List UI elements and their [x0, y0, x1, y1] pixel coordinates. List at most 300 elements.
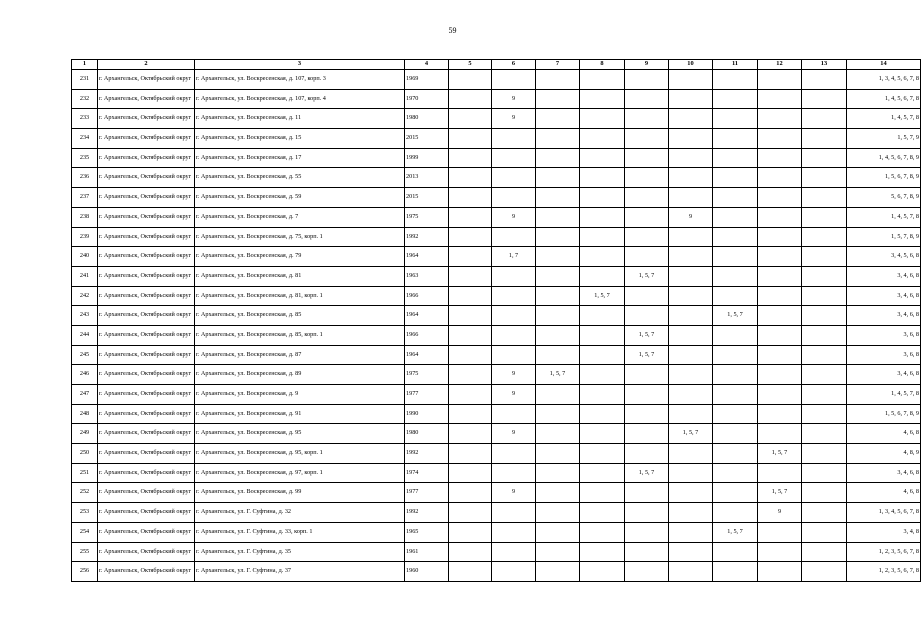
year-cell: 1964 — [405, 306, 449, 326]
col6-cell: 9 — [492, 89, 536, 109]
district-cell: г. Архангельск, Октябрьский округ — [98, 70, 195, 90]
col8-cell — [580, 325, 625, 345]
col10-cell — [669, 188, 713, 208]
col11-cell — [713, 168, 758, 188]
col5-cell — [449, 404, 492, 424]
col8-cell — [580, 424, 625, 444]
col9-cell — [625, 207, 669, 227]
address-cell: г. Архангельск, ул. Воскресенская, д. 85 — [195, 306, 405, 326]
col8-cell — [580, 385, 625, 405]
col14-cell: 3, 4, 5, 6, 8 — [847, 247, 921, 267]
column-header: 9 — [625, 60, 669, 70]
col5-cell — [449, 542, 492, 562]
table-row — [72, 227, 921, 247]
col7-cell — [536, 129, 580, 149]
col12-cell — [758, 562, 802, 582]
col12-cell — [758, 325, 802, 345]
row-number-cell: 246 — [72, 365, 98, 385]
col5-cell — [449, 483, 492, 503]
col11-cell — [713, 483, 758, 503]
column-header: 11 — [713, 60, 758, 70]
col14-cell: 3, 4, 6, 8 — [847, 266, 921, 286]
col12-cell: 1, 5, 7 — [758, 483, 802, 503]
col8-cell — [580, 483, 625, 503]
col12-cell — [758, 109, 802, 129]
col13-cell — [802, 345, 847, 365]
col12-cell: 1, 5, 7 — [758, 444, 802, 464]
col11-cell — [713, 385, 758, 405]
address-cell: г. Архангельск, ул. Воскресенская, д. 17 — [195, 148, 405, 168]
column-header: 1 — [72, 60, 98, 70]
row-number-cell: 243 — [72, 306, 98, 326]
address-cell: г. Архангельск, ул. Воскресенская, д. 7 — [195, 207, 405, 227]
table-row — [72, 266, 921, 286]
col8-cell — [580, 444, 625, 464]
table-row — [72, 148, 921, 168]
col13-cell — [802, 562, 847, 582]
col8-cell — [580, 562, 625, 582]
col10-cell — [669, 463, 713, 483]
table-body — [72, 70, 921, 582]
col7-cell — [536, 266, 580, 286]
col8-cell — [580, 306, 625, 326]
col13-cell — [802, 70, 847, 90]
col13-cell — [802, 188, 847, 208]
col6-cell — [492, 503, 536, 523]
col7-cell — [536, 227, 580, 247]
col9-cell — [625, 168, 669, 188]
address-cell: г. Архангельск, ул. Г. Суфтина, д. 35 — [195, 542, 405, 562]
col10-cell — [669, 70, 713, 90]
year-cell: 1969 — [405, 70, 449, 90]
col8-cell — [580, 188, 625, 208]
col6-cell: 9 — [492, 385, 536, 405]
table-row — [72, 444, 921, 464]
year-cell: 1977 — [405, 483, 449, 503]
district-cell: г. Архангельск, Октябрьский округ — [98, 562, 195, 582]
col6-cell: 1, 7 — [492, 247, 536, 267]
col7-cell — [536, 148, 580, 168]
col10-cell — [669, 306, 713, 326]
address-cell: г. Архангельск, ул. Воскресенская, д. 107, корп. 4 — [195, 89, 405, 109]
col12-cell — [758, 345, 802, 365]
col12-cell — [758, 188, 802, 208]
col11-cell — [713, 247, 758, 267]
col13-cell — [802, 89, 847, 109]
col13-cell — [802, 483, 847, 503]
col13-cell — [802, 109, 847, 129]
col9-cell — [625, 89, 669, 109]
col14-cell: 1, 4, 5, 7, 8 — [847, 109, 921, 129]
district-cell: г. Архангельск, Октябрьский округ — [98, 365, 195, 385]
column-header: 12 — [758, 60, 802, 70]
col7-cell — [536, 404, 580, 424]
col10-cell — [669, 483, 713, 503]
col6-cell — [492, 404, 536, 424]
col6-cell: 9 — [492, 424, 536, 444]
col10-cell — [669, 129, 713, 149]
row-number-cell: 239 — [72, 227, 98, 247]
col8-cell — [580, 542, 625, 562]
row-number-cell: 242 — [72, 286, 98, 306]
year-cell: 1980 — [405, 424, 449, 444]
col13-cell — [802, 385, 847, 405]
col14-cell: 1, 5, 7, 9 — [847, 129, 921, 149]
col8-cell: 1, 5, 7 — [580, 286, 625, 306]
col14-cell: 3, 6, 8 — [847, 345, 921, 365]
col11-cell — [713, 463, 758, 483]
district-cell: г. Архангельск, Октябрьский округ — [98, 444, 195, 464]
address-cell: г. Архангельск, ул. Воскресенская, д. 81 — [195, 266, 405, 286]
row-number-cell: 252 — [72, 483, 98, 503]
row-number-cell: 241 — [72, 266, 98, 286]
col7-cell — [536, 444, 580, 464]
col6-cell — [492, 542, 536, 562]
col13-cell — [802, 503, 847, 523]
col14-cell: 1, 4, 5, 7, 8 — [847, 385, 921, 405]
col12-cell — [758, 247, 802, 267]
col6-cell: 9 — [492, 207, 536, 227]
column-header: 7 — [536, 60, 580, 70]
year-cell: 1992 — [405, 444, 449, 464]
col5-cell — [449, 286, 492, 306]
district-cell: г. Архангельск, Октябрьский округ — [98, 522, 195, 542]
address-cell: г. Архангельск, ул. Воскресенская, д. 91 — [195, 404, 405, 424]
col7-cell — [536, 424, 580, 444]
col10-cell — [669, 247, 713, 267]
col13-cell — [802, 404, 847, 424]
col10-cell — [669, 266, 713, 286]
address-cell: г. Архангельск, ул. Воскресенская, д. 55 — [195, 168, 405, 188]
table-row — [72, 404, 921, 424]
address-cell: г. Архангельск, ул. Воскресенская, д. 85, корп. 1 — [195, 325, 405, 345]
table-row — [72, 483, 921, 503]
year-cell: 1980 — [405, 109, 449, 129]
col14-cell: 1, 2, 3, 5, 6, 7, 8 — [847, 542, 921, 562]
col7-cell — [536, 345, 580, 365]
table-row — [72, 188, 921, 208]
col9-cell — [625, 444, 669, 464]
col8-cell — [580, 247, 625, 267]
address-cell: г. Архангельск, ул. Воскресенская, д. 79 — [195, 247, 405, 267]
table-row — [72, 168, 921, 188]
district-cell: г. Архангельск, Октябрьский округ — [98, 325, 195, 345]
district-cell: г. Архангельск, Октябрьский округ — [98, 89, 195, 109]
col11-cell — [713, 325, 758, 345]
table-row — [72, 306, 921, 326]
col10-cell — [669, 286, 713, 306]
col6-cell — [492, 148, 536, 168]
col9-cell: 1, 5, 7 — [625, 463, 669, 483]
year-cell: 1992 — [405, 227, 449, 247]
col12-cell — [758, 424, 802, 444]
col9-cell — [625, 483, 669, 503]
col10-cell — [669, 385, 713, 405]
row-number-cell: 233 — [72, 109, 98, 129]
col6-cell — [492, 286, 536, 306]
col14-cell: 4, 8, 9 — [847, 444, 921, 464]
col5-cell — [449, 227, 492, 247]
col7-cell: 1, 5, 7 — [536, 365, 580, 385]
year-cell: 2015 — [405, 129, 449, 149]
district-cell: г. Архангельск, Октябрьский округ — [98, 109, 195, 129]
col7-cell — [536, 207, 580, 227]
table-header-row — [72, 60, 921, 70]
col14-cell: 3, 4, 6, 8 — [847, 463, 921, 483]
col5-cell — [449, 148, 492, 168]
col8-cell — [580, 109, 625, 129]
col11-cell — [713, 70, 758, 90]
address-cell: г. Архангельск, ул. Воскресенская, д. 15 — [195, 129, 405, 149]
col8-cell — [580, 365, 625, 385]
col13-cell — [802, 424, 847, 444]
col9-cell — [625, 148, 669, 168]
col9-cell — [625, 542, 669, 562]
column-header: 5 — [449, 60, 492, 70]
col5-cell — [449, 168, 492, 188]
district-cell: г. Архангельск, Октябрьский округ — [98, 227, 195, 247]
row-number-cell: 232 — [72, 89, 98, 109]
address-cell: г. Архангельск, ул. Воскресенская, д. 11 — [195, 109, 405, 129]
col14-cell: 1, 3, 4, 5, 6, 7, 8 — [847, 503, 921, 523]
col10-cell: 9 — [669, 207, 713, 227]
col14-cell: 3, 4, 6, 8 — [847, 365, 921, 385]
col7-cell — [536, 503, 580, 523]
row-number-cell: 245 — [72, 345, 98, 365]
row-number-cell: 253 — [72, 503, 98, 523]
table-row — [72, 129, 921, 149]
year-cell: 1964 — [405, 345, 449, 365]
col13-cell — [802, 306, 847, 326]
col12-cell — [758, 522, 802, 542]
col6-cell — [492, 306, 536, 326]
col14-cell: 3, 6, 8 — [847, 325, 921, 345]
table-row — [72, 542, 921, 562]
col9-cell: 1, 5, 7 — [625, 325, 669, 345]
col8-cell — [580, 404, 625, 424]
col10-cell — [669, 444, 713, 464]
table-row — [72, 345, 921, 365]
col13-cell — [802, 207, 847, 227]
col9-cell — [625, 247, 669, 267]
col12-cell — [758, 542, 802, 562]
col9-cell — [625, 286, 669, 306]
col7-cell — [536, 562, 580, 582]
col6-cell — [492, 188, 536, 208]
district-cell: г. Архангельск, Октябрьский округ — [98, 188, 195, 208]
address-cell: г. Архангельск, ул. Воскресенская, д. 97, корп. 1 — [195, 463, 405, 483]
col12-cell — [758, 89, 802, 109]
col12-cell — [758, 404, 802, 424]
row-number-cell: 238 — [72, 207, 98, 227]
address-cell: г. Архангельск, ул. Воскресенская, д. 107, корп. 3 — [195, 70, 405, 90]
year-cell: 1961 — [405, 542, 449, 562]
table-row — [72, 247, 921, 267]
col7-cell — [536, 247, 580, 267]
col5-cell — [449, 306, 492, 326]
district-cell: г. Архангельск, Октябрьский округ — [98, 424, 195, 444]
year-cell: 1963 — [405, 266, 449, 286]
col14-cell: 3, 4, 6, 8 — [847, 306, 921, 326]
col12-cell — [758, 70, 802, 90]
row-number-cell: 250 — [72, 444, 98, 464]
col7-cell — [536, 385, 580, 405]
col13-cell — [802, 168, 847, 188]
year-cell: 2015 — [405, 188, 449, 208]
table-row — [72, 463, 921, 483]
col9-cell — [625, 503, 669, 523]
col13-cell — [802, 286, 847, 306]
col8-cell — [580, 522, 625, 542]
address-cell: г. Архангельск, ул. Г. Суфтина, д. 32 — [195, 503, 405, 523]
district-cell: г. Архангельск, Октябрьский округ — [98, 404, 195, 424]
col5-cell — [449, 562, 492, 582]
col13-cell — [802, 542, 847, 562]
col7-cell — [536, 286, 580, 306]
col11-cell — [713, 286, 758, 306]
address-cell: г. Архангельск, ул. Воскресенская, д. 75, корп. 1 — [195, 227, 405, 247]
district-cell: г. Архангельск, Октябрьский округ — [98, 286, 195, 306]
col5-cell — [449, 444, 492, 464]
col7-cell — [536, 89, 580, 109]
col5-cell — [449, 89, 492, 109]
col11-cell — [713, 227, 758, 247]
column-header: 14 — [847, 60, 921, 70]
col13-cell — [802, 522, 847, 542]
col13-cell — [802, 463, 847, 483]
row-number-cell: 240 — [72, 247, 98, 267]
col6-cell — [492, 444, 536, 464]
col10-cell: 1, 5, 7 — [669, 424, 713, 444]
col10-cell — [669, 345, 713, 365]
col11-cell — [713, 444, 758, 464]
col5-cell — [449, 109, 492, 129]
col11-cell — [713, 207, 758, 227]
col9-cell: 1, 5, 7 — [625, 266, 669, 286]
table-row — [72, 562, 921, 582]
col5-cell — [449, 463, 492, 483]
row-number-cell: 247 — [72, 385, 98, 405]
col11-cell — [713, 424, 758, 444]
address-cell: г. Архангельск, ул. Воскресенская, д. 87 — [195, 345, 405, 365]
col7-cell — [536, 109, 580, 129]
col14-cell: 3, 4, 6, 8 — [847, 286, 921, 306]
col10-cell — [669, 503, 713, 523]
col6-cell — [492, 345, 536, 365]
year-cell: 1992 — [405, 503, 449, 523]
district-cell: г. Архангельск, Октябрьский округ — [98, 385, 195, 405]
col10-cell — [669, 109, 713, 129]
col10-cell — [669, 562, 713, 582]
col14-cell: 1, 4, 5, 6, 7, 8, 9 — [847, 148, 921, 168]
col13-cell — [802, 247, 847, 267]
col13-cell — [802, 266, 847, 286]
col5-cell — [449, 345, 492, 365]
col11-cell — [713, 404, 758, 424]
col5-cell — [449, 70, 492, 90]
page-number: 59 — [448, 26, 457, 35]
col9-cell: 1, 5, 7 — [625, 345, 669, 365]
col12-cell — [758, 168, 802, 188]
col5-cell — [449, 325, 492, 345]
col11-cell — [713, 266, 758, 286]
col9-cell — [625, 306, 669, 326]
col7-cell — [536, 483, 580, 503]
col11-cell: 1, 5, 7 — [713, 306, 758, 326]
col11-cell — [713, 542, 758, 562]
col11-cell — [713, 148, 758, 168]
col6-cell — [492, 463, 536, 483]
address-cell: г. Архангельск, ул. Воскресенская, д. 59 — [195, 188, 405, 208]
col11-cell — [713, 345, 758, 365]
col8-cell — [580, 207, 625, 227]
col14-cell: 5, 6, 7, 8, 9 — [847, 188, 921, 208]
col6-cell: 9 — [492, 365, 536, 385]
row-number-cell: 236 — [72, 168, 98, 188]
row-number-cell: 254 — [72, 522, 98, 542]
col12-cell — [758, 385, 802, 405]
col11-cell — [713, 562, 758, 582]
col9-cell — [625, 188, 669, 208]
district-cell: г. Архангельск, Октябрьский округ — [98, 306, 195, 326]
col7-cell — [536, 70, 580, 90]
address-cell: г. Архангельск, ул. Воскресенская, д. 95, корп. 1 — [195, 444, 405, 464]
col9-cell — [625, 404, 669, 424]
table-row — [72, 503, 921, 523]
col7-cell — [536, 542, 580, 562]
col6-cell — [492, 168, 536, 188]
table-row — [72, 109, 921, 129]
col14-cell: 1, 3, 4, 5, 6, 7, 8 — [847, 70, 921, 90]
col6-cell — [492, 70, 536, 90]
row-number-cell: 234 — [72, 129, 98, 149]
col11-cell — [713, 188, 758, 208]
col13-cell — [802, 227, 847, 247]
col12-cell — [758, 148, 802, 168]
table-row — [72, 522, 921, 542]
col6-cell — [492, 522, 536, 542]
row-number-cell: 235 — [72, 148, 98, 168]
col9-cell — [625, 129, 669, 149]
col5-cell — [449, 522, 492, 542]
col11-cell — [713, 89, 758, 109]
year-cell: 1970 — [405, 89, 449, 109]
row-number-cell: 244 — [72, 325, 98, 345]
col6-cell: 9 — [492, 483, 536, 503]
col12-cell — [758, 227, 802, 247]
col5-cell — [449, 207, 492, 227]
col11-cell — [713, 129, 758, 149]
column-header: 13 — [802, 60, 847, 70]
col9-cell — [625, 109, 669, 129]
district-cell: г. Архангельск, Октябрьский округ — [98, 483, 195, 503]
col8-cell — [580, 129, 625, 149]
column-header: 10 — [669, 60, 713, 70]
row-number-cell: 248 — [72, 404, 98, 424]
col5-cell — [449, 247, 492, 267]
col10-cell — [669, 148, 713, 168]
district-cell: г. Архангельск, Октябрьский округ — [98, 129, 195, 149]
table-row — [72, 365, 921, 385]
col14-cell: 4, 6, 8 — [847, 483, 921, 503]
col5-cell — [449, 385, 492, 405]
address-cell: г. Архангельск, ул. Воскресенская, д. 99 — [195, 483, 405, 503]
col14-cell: 1, 5, 6, 7, 8, 9 — [847, 404, 921, 424]
col10-cell — [669, 325, 713, 345]
col12-cell — [758, 266, 802, 286]
district-cell: г. Архангельск, Октябрьский округ — [98, 148, 195, 168]
col14-cell: 1, 5, 7, 8, 9 — [847, 227, 921, 247]
